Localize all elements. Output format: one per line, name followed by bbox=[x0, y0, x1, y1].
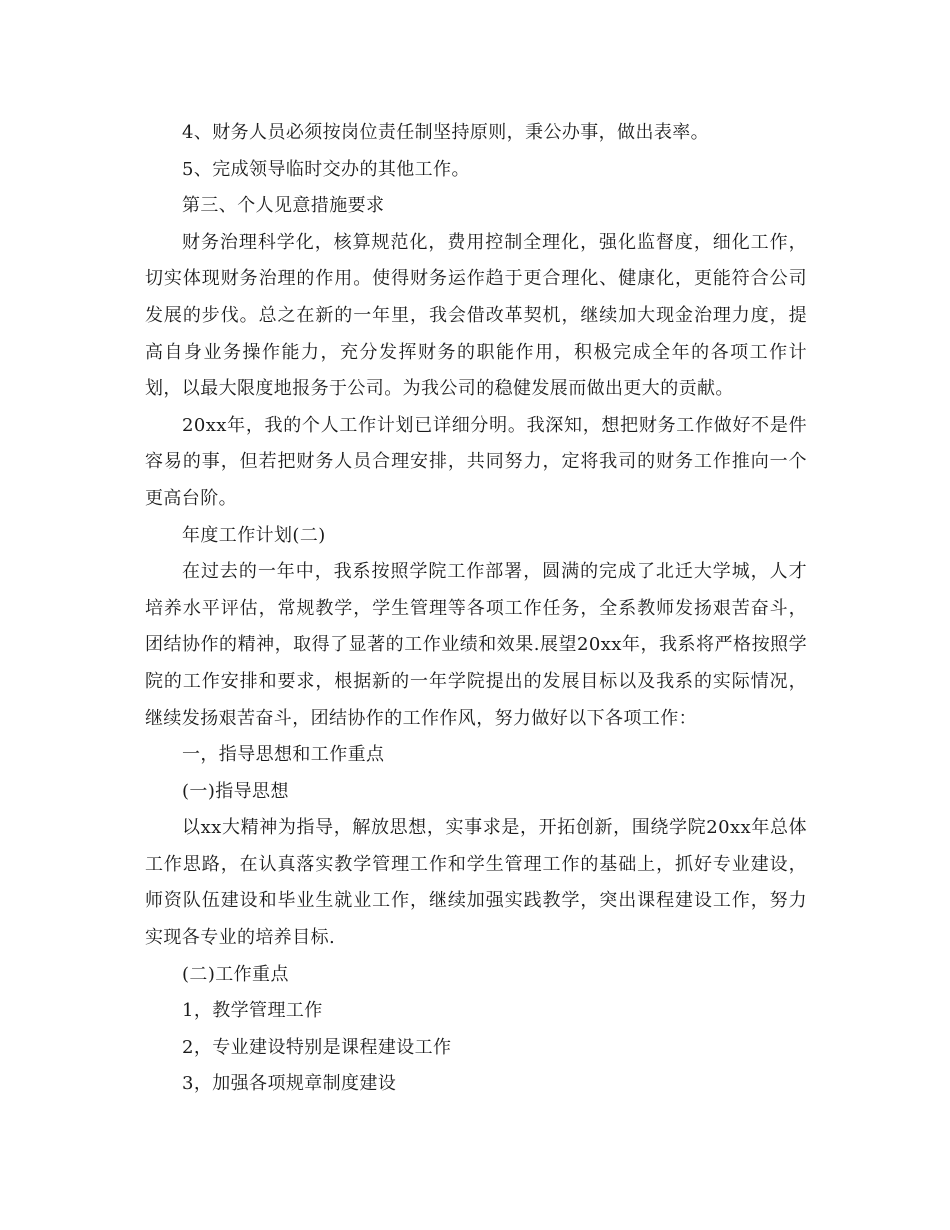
subsection-heading-2: (二)工作重点 bbox=[182, 963, 289, 985]
plan-title: 年度工作计划(二) bbox=[182, 524, 326, 546]
section-heading-1: 一，指导思想和工作重点 bbox=[182, 744, 385, 766]
section-heading-3: 第三、个人见意措施要求 bbox=[182, 195, 385, 217]
paragraph-item-4: 4、财务人员必须按岗位责任制坚持原则，秉公办事，做出表率。 bbox=[182, 122, 710, 143]
paragraph-item-5: 5、完成领导临时交办的其他工作。 bbox=[182, 158, 470, 180]
list-item-2: 2，专业建设特别是课程建设工作 bbox=[182, 1036, 452, 1058]
paragraph: 财务治理科学化，核算规范化，费用控制全理化，强化监督度，细化工作，切实体现财务治理的作用。使得财务运作趋于更合理化、健康化，更能符合公司发展的步伐。总之在新的一年里，我会借改革契机，继续加大现金治理力度，提高自身业务操作能力，充分发挥财务的职能作用，积极完成全年的各项工作计划，以最大限度地报务于公司。为我公司的稳健发展而做出更大的贡献。 bbox=[145, 231, 807, 400]
paragraph: 20xx年，我的个人工作计划已详细分明。我深知，想把财务工作做好不是件容易的事，但若把财务人员合理安排，共同努力，定将我司的财务工作推向一个更高台阶。 bbox=[145, 414, 807, 509]
document-body bbox=[145, 115, 807, 1103]
list-item-1: 1，教学管理工作 bbox=[182, 1000, 323, 1022]
list-item-3: 3，加强各项规章制度建设 bbox=[182, 1073, 397, 1095]
paragraph: 在过去的一年中，我系按照学院工作部署，圆满的完成了北迁大学城，人才培养水平评估，常规教学，学生管理等各项工作任务，全系教师发扬艰苦奋斗，团结协作的精神，取得了显著的工作业绩和效果.展望20xx年，我系将严格按照学院的工作安排和要求，根据新的一年学院提出的发展目标以及我系的实际情况，继续发扬艰苦奋斗，团结协作的工作作风，努力做好以下各项工作： bbox=[145, 561, 807, 729]
subsection-heading-1: (一)指导思想 bbox=[182, 780, 289, 802]
paragraph: 以xx大精神为指导，解放思想，实事求是，开拓创新，围绕学院20xx年总体工作思路，在认真落实教学管理工作和学生管理工作的基础上，抓好专业建设，师资队伍建设和毕业生就业工作，继续加强实践教学，突出课程建设工作，努力实现各专业的培养目标. bbox=[145, 817, 807, 949]
